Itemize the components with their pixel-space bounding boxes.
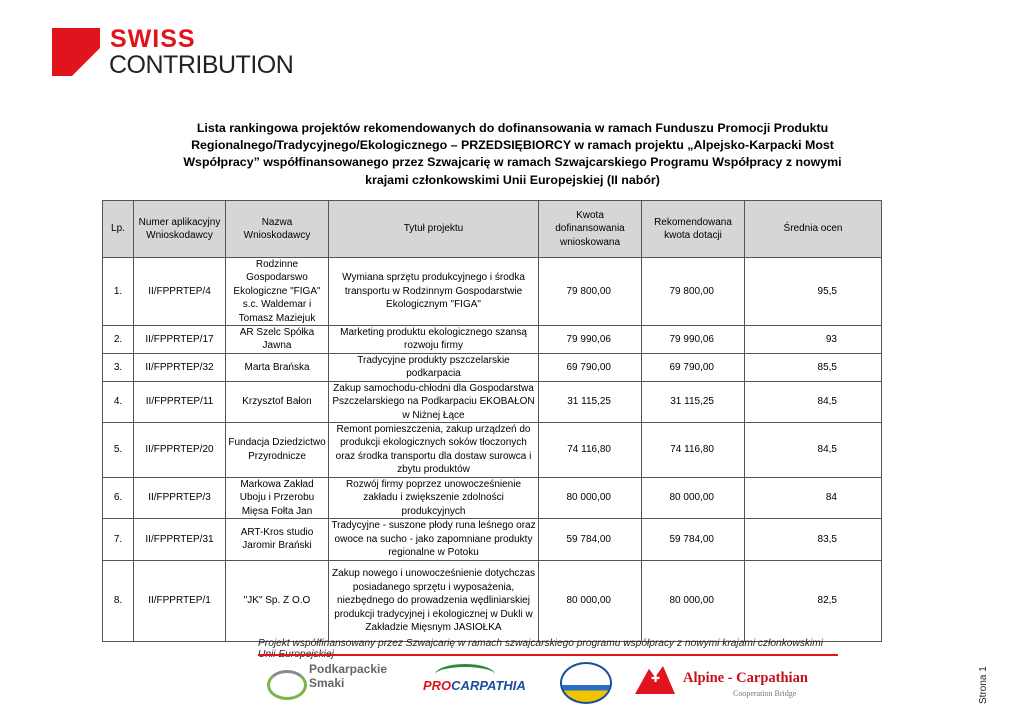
cell-recommended-amount: 80 000,00 <box>642 560 745 641</box>
cell-lp: 5. <box>103 423 134 478</box>
cell-project-title: Rozwój firmy poprzez unowocześnienie zakładu i zwiększenie zdolności produkcyjnych <box>329 477 539 518</box>
procarpathia-carpathia: CARPATHIA <box>451 678 526 693</box>
cell-application-number: II/FPPRTEP/20 <box>134 423 226 478</box>
header-lp: Lp. <box>103 201 134 258</box>
cell-requested-amount: 80 000,00 <box>539 477 642 518</box>
cell-average-score: 85,5 <box>745 353 882 381</box>
header-application-number: Numer aplikacyjny Wnioskodawcy <box>134 201 226 258</box>
cell-requested-amount: 31 115,25 <box>539 381 642 422</box>
cell-requested-amount: 79 800,00 <box>539 258 642 326</box>
table-row <box>103 560 882 641</box>
cell-recommended-amount: 59 784,00 <box>642 518 745 560</box>
cell-lp: 3. <box>103 353 134 381</box>
cell-application-number: II/FPPRTEP/17 <box>134 326 226 354</box>
cell-average-score: 84,5 <box>745 423 882 478</box>
header-recommended-amount: Rekomendowana kwota dotacji <box>642 201 745 258</box>
logo-text-contribution: CONTRIBUTION <box>109 51 294 79</box>
cell-recommended-amount: 79 990,06 <box>642 326 745 354</box>
cell-recommended-amount: 80 000,00 <box>642 477 745 518</box>
swiss-cross-icon: ✚ <box>651 673 661 685</box>
cell-project-title: Tradycyjne produkty pszczelarskie podkarpacia <box>329 353 539 381</box>
cell-applicant-name: Markowa Zakład Uboju i Przerobu Mięsa Fołta Jan <box>226 477 329 518</box>
cell-lp: 7. <box>103 518 134 560</box>
cofinancing-note: Projekt współfinansowany przez Szwajcarię w ramach szwajcarskiego programu współpracy z nowymi krajami członkowskimi <box>258 638 824 649</box>
swiss-contribution-logo <box>52 25 294 80</box>
procarpathia-text <box>423 678 526 693</box>
podkarpackie-smaki-line1: Podkarpackie <box>309 662 388 676</box>
cell-average-score: 83,5 <box>745 518 882 560</box>
cell-requested-amount: 69 790,00 <box>539 353 642 381</box>
procarpathia-logo <box>423 662 526 702</box>
cell-requested-amount: 74 116,80 <box>539 423 642 478</box>
podkarpackie-smaki-line2: Smaki <box>309 676 345 690</box>
cell-application-number: II/FPPRTEP/31 <box>134 518 226 560</box>
header-average-score: Średnia ocen <box>745 201 882 258</box>
alpine-carpathian-logo <box>635 662 815 702</box>
page-number: Strona 1 <box>978 666 989 704</box>
table-row <box>103 326 882 354</box>
table-row <box>103 258 882 326</box>
cell-application-number: II/FPPRTEP/32 <box>134 353 226 381</box>
cell-average-score: 82,5 <box>745 560 882 641</box>
swiss-logo-mark <box>52 28 100 76</box>
cell-recommended-amount: 69 790,00 <box>642 353 745 381</box>
cell-project-title: Remont pomieszczenia, zakup urządzeń do produkcji ekologicznych soków tłoczonych oraz środka transportu dla dostaw surowca i zbytu produktów <box>329 423 539 478</box>
table-row <box>103 518 882 560</box>
cell-application-number: II/FPPRTEP/3 <box>134 477 226 518</box>
cell-lp: 6. <box>103 477 134 518</box>
procarpathia-pro: PRO <box>423 678 452 693</box>
cell-project-title: Wymiana sprzętu produkcyjnego i środka transportu w Rodzinnym Gospodarstwie Ekologicznym "FIGA" <box>329 258 539 326</box>
cell-applicant-name: Marta Brańska <box>226 353 329 381</box>
table-row <box>103 353 882 381</box>
header-project-title: Tytuł projektu <box>329 201 539 258</box>
document-title: Lista rankingowa projektów rekomendowanych do dofinansowania w ramach Funduszu Promocji Produktu Regionalnego/Tradycyjnego/Ekologicznego – PRZEDSIĘBIORCY w ramach projektu „Alpejsko-Karpacki Most Współpracy” współfinansowanego przez Szwajcarię w ramach Szwajcarskiego Programu Współpracy z nowymi krajami członkowskimi Unii Europejskiej (II nabór) <box>183 121 842 187</box>
table-row <box>103 477 882 518</box>
euroregion-emblem-icon <box>560 662 612 704</box>
cell-requested-amount: 80 000,00 <box>539 560 642 641</box>
cell-lp: 2. <box>103 326 134 354</box>
header-requested-amount: Kwota dofinansowania wnioskowana <box>539 201 642 258</box>
cell-lp: 8. <box>103 560 134 641</box>
cell-recommended-amount: 31 115,25 <box>642 381 745 422</box>
cell-application-number: II/FPPRTEP/1 <box>134 560 226 641</box>
cell-application-number: II/FPPRTEP/4 <box>134 258 226 326</box>
footer-divider <box>258 654 838 656</box>
logo-text-swiss: SWISS <box>110 25 196 53</box>
cell-applicant-name: AR Szelc Spółka Jawna <box>226 326 329 354</box>
podkarpackie-smaki-mark <box>267 670 307 700</box>
cell-recommended-amount: 79 800,00 <box>642 258 745 326</box>
cell-project-title: Zakup samochodu-chłodni dla Gospodarstwa Pszczelarskiego na Podkarpaciu EKOBAŁON w Niżnej Łące <box>329 381 539 422</box>
cell-project-title: Tradycyjne - suszone płody runa leśnego oraz owoce na sucho - jako zapomniane produkty regionalne w Potoku <box>329 518 539 560</box>
cell-average-score: 93 <box>745 326 882 354</box>
cell-average-score: 84 <box>745 477 882 518</box>
table-header-row <box>103 201 882 258</box>
cell-average-score: 95,5 <box>745 258 882 326</box>
alpine-carpathian-subtitle: Cooperation Bridge <box>733 689 797 698</box>
cell-lp: 1. <box>103 258 134 326</box>
cell-average-score: 84,5 <box>745 381 882 422</box>
podkarpackie-smaki-logo <box>267 662 388 702</box>
euroregion-karpaty-logo <box>556 662 618 702</box>
cell-project-title: Zakup nowego i unowocześnienie dotychczas posiadanego sprzętu i wyposażenia, niezbędnego do prowadzenia wędliniarskiej produkcji tradycyjnej i ekologicznej w Dukli w Zakładzie Mięsnym JASIOŁKA <box>329 560 539 641</box>
table-row <box>103 423 882 478</box>
cell-applicant-name: "JK" Sp. Z O.O <box>226 560 329 641</box>
ranking-table <box>102 200 882 642</box>
cell-applicant-name: Krzysztof Bałon <box>226 381 329 422</box>
cell-applicant-name: ART-Kros studio Jaromir Brański <box>226 518 329 560</box>
cell-application-number: II/FPPRTEP/11 <box>134 381 226 422</box>
cell-lp: 4. <box>103 381 134 422</box>
cell-applicant-name: Rodzinne Gospodarswo Ekologiczne "FIGA" s.c. Waldemar i Tomasz Maziejuk <box>226 258 329 326</box>
table-row <box>103 381 882 422</box>
alpine-carpathian-text: Alpine - Carpathian <box>683 670 808 686</box>
header-applicant-name: Nazwa Wnioskodawcy <box>226 201 329 258</box>
cell-applicant-name: Fundacja Dziedzictwo Przyrodnicze <box>226 423 329 478</box>
podkarpackie-smaki-text <box>309 662 387 690</box>
cell-recommended-amount: 74 116,80 <box>642 423 745 478</box>
cell-requested-amount: 59 784,00 <box>539 518 642 560</box>
cell-project-title: Marketing produktu ekologicznego szansą rozwoju firmy <box>329 326 539 354</box>
cell-requested-amount: 79 990,06 <box>539 326 642 354</box>
